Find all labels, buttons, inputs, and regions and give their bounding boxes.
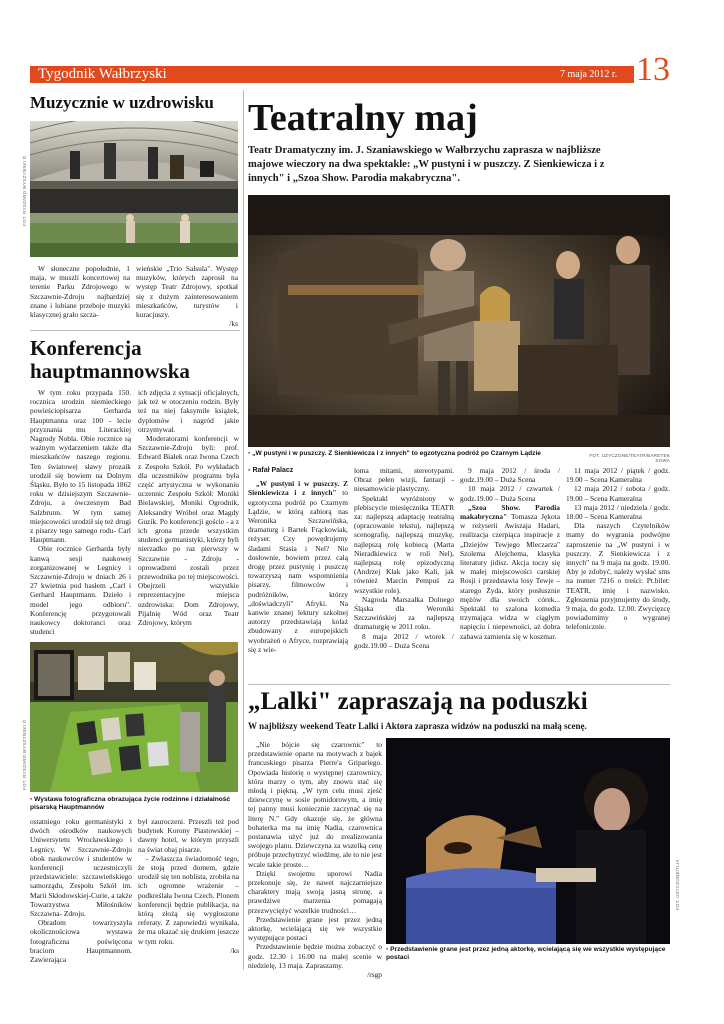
column-divider bbox=[243, 90, 244, 970]
article-headline-muzycznie: Muzycznie w uzdrowisku bbox=[30, 93, 214, 112]
divider bbox=[248, 684, 670, 685]
page-number: 13 bbox=[636, 51, 670, 88]
article-headline-konferencja: Konferencja hauptmannowska bbox=[30, 336, 190, 383]
theatre-photo-credit: FOT. UZYCZONE/TEATR/BARETEK SOWA bbox=[589, 453, 670, 463]
teatralny-lead: Teatr Dramatyczny im. J. Szaniawskiego w Wałbrzychu zaprasza w najbliższe majowe wieczory na dwa spektakle: „W pustyni i w puszczy. Z Sienkiewicza i z innych" i „Szoa Show. Parodia makabryczna". bbox=[248, 145, 605, 184]
konferencja-col2: ich zdjęcia z sytuacji oficjalnych, jak też w otoczeniu rodzin. Były też na niej faksymile książek, dyplomów i nagród jakie otrzymywał. Moderatorami konferencji w Szczawnie-Zdroju byli: prof. Edward Białek oraz Iwona Czech z Zespołu Szkół. Po wykładach dla uczestników programu była część artystyczna w wykonaniu uczennic Zespołu Szkół: Moniki Bielawskiej, Moniki Ogrodnik, Aleksandry Wróbel oraz Magdy Guzik. Po konferencji goście - a z ich grona przede wszystkim studenci germanistyki, którzy byli nierzadko po raz pierwszy w Szczawnie - Zdroju - oprowadzeni zostali przez przewodnika po tej miejscowości. Obejrzeli wszystkie reprezentacyjne miejsca uzdrowiska: Dom Zdrojowy, Pijalnię Wód oraz Teatr Zdrojowy, którym bbox=[138, 388, 239, 628]
photo-credit: FOT. RYSZARD WYSZYŃSKI © bbox=[22, 719, 27, 790]
exhibition-photo bbox=[30, 642, 238, 792]
teatralny-col3: 9 maja 2012 / środa / godz.19.00 – Duża Scena 10 maja 2012 / czwartek / godz.19.00 – Duża Scena „Szoa Show. Parodia makabryczna" Tomasza Jękota w reżyserii Awiszaja Hadari, realizacja czerpiąca inspiracje z „Dziejów Tewjego Mleczarza" Szolema Alejchema, klasyka literatury jidisz. Akcja toczy się w małej miejscowości carskiej Rosji i przedstawia losy Tewje – starego Żyda, który posłusznie mężów dla swoich córek... Spektakl to szalona komedia trzymająca widza w ciągłym napięciu i niepewności, aż dobra zabawa zamienia się w koszmar. bbox=[460, 466, 561, 641]
article-headline-lalki: „Lalki" zapraszają na poduszki bbox=[248, 688, 588, 715]
konferencja-col1: W tym roku przypada 150. rocznica urodzin niemieckiego powieściopisarza Gerharda Hauptmanna oraz 100 - lecie przyznania mu Literackiej Nagrody Nobla. Obie rocznice są ważnym wydarzeniem także dla mieszkańców naszego regionu. Ten światowej sławy prozaik urodził się bowiem na Dolnym Śląsku. Było to 15 listopada 1862 roku w dzisiejszym Szczawnie-Zdroju, a ówczesnym Bad Salzbrunn. W tym samej miejscowości urodził się też drugi z pisarzy tego samego rodu- Carl Hauptmann. Obie rocznice Gerharda były kanwą sesji naukowej zorganizowanej w Legnicy i Szczawnie-Zdroju w dniach 26 i 27 kwietnia pod hasłem „Carl i Gerhard Hauptmann. Dzieło i model jego odbioru". Konferencję przygotowali naukowcy doktoranci oraz studenci bbox=[30, 388, 131, 637]
teatralny-col2: loma mitami, stereotypami. Obraz pełen wizji, fantazji - niesamowicie plastyczny. Spektakl wyróżniony w plebiscycie miesięcznika TEATR za: najlepszą adaptację teatralną (opracowanie tekstu), najlepszą scenografię, najlepszą muzykę, najlepszą rolę kobiecą (Marta Nieradkiewicz w roli Nel), najlepszą rolę epizodyczną (Andrzej Kłak jako Kali, jak również Marcin Pempuś za wszystkie role). Nagroda Marszałka Dolnego Śląska dla Weroniki Szczawińskiej za najlepszą dramaturgię w 2011 roku. 8 maja 2012 / wtorek / godz.19.00 – Duża Scena bbox=[354, 466, 454, 650]
theatre-photo-caption: ▪ „W pustyni i w puszczy. Z Sienkiewicza i z innych" to egzotyczna podróż po Czarnym Lądzie bbox=[248, 450, 541, 457]
puppet-photo-caption: ▪ Przedstawienie grane jest przez jedną aktorkę, wcielającą się we wszystkie występujące postaci bbox=[386, 946, 666, 961]
lalki-lead: W najbliższy weekend Teatr Lalki i Aktora zaprasza widzów na poduszki na małą scenę. bbox=[248, 721, 587, 731]
teatralny-col1: ▪ Rafał Palacz „W pustyni i w puszczy. Z Sienkiewicza i z innych" to egzotyczna podróż po Czarnym Lądzie, w którą zabiorą nas Weronika Szczawińska, dramaturg i Bartek Frąckowiak, reżyser. Czy powędrujemy śladami Stasia i Nel? Nie dosłownie, bowiem przez całą drogę przez pustynię i puszczę towarzyszą nam wspomnienia pisarzy, filmowców i podróżników, którzy „doświadczyli" Afryki. Na kanwie znanej lektury szkolnej autorzy przedstawiają kolaż zbudowany z europejskich wyobrażeń o Afryce, rozprawiają się z wie- bbox=[248, 467, 348, 654]
konferencja-col1-bottom: ostatniego roku germanistyki z dwóch ośrodków naukowych Uniwersytetu Wrocławskiego i Legnicy. W Szczawnie-Zdroju obok naukowców i studentów w konferencji uczestniczyli przedstawiciele: szczawieńskiego samorządu, Zespołu Szkół im. Marii Skłodowskiej-Curie, a także Towarzystwa Miłośników Szczawna- Zdroju. Obradom towarzyszyła okolicznościowa wystawa fotograficzna poświęcona braciom Hauptmannom. Zawierająca bbox=[30, 817, 132, 965]
puppet-photo bbox=[386, 738, 670, 944]
teatralny-col4: 11 maja 2012 / piątek / godz. 19.00 – Scena Kameralna 12 maja 2012 / sobota / godz. 19.00 – Scena Kameralna 13 maja 2012 / niedziela / godz. 18.00 – Scena Kameralna Dla naszych Czytelników mamy do wygrania podwójne zaproszenie na „W pustyni i w puszczy. Z Sienkiewicza i z innych" na 9 maja na godz. 19.00. Aby je zdobyć, należy wysłać sms na numer 7216 o treści: Pt.bilet: TEATR, imię i nazwisko. Zgłoszenia przyjmujemy do środy, 9 maja, do godz. 12.00. Zwycięzcę powiadomimy o wygranej telefonicznie. bbox=[566, 466, 670, 632]
theatre-photo bbox=[248, 195, 670, 447]
article-headline-teatralny: Teatralny maj bbox=[248, 97, 478, 139]
lalki-text: „Nie bójcie się czarownic" to przedstawienie oparte na motywach z bajek francuskiego pisarza Pierre'a Gripariego. Opowiada historię o występnej czarownicy, która marzy o tym, aby znowu stać się młodą i piękną. „W tym celu musi zjeść dziewczynę w sosie pomidorowym, a imię tej panny musi koniecznie zaczynać się na literę N." Gdy okazuje się, że główna bohaterka ma na imię Nadia, czarownica postanawia użyć już do zrealizowania swojego planu. Dziewczyna za wszelką cenę próbuje przechytrzyć wiedźmę, ale to nie jest wcale takie proste… Dzięki swojemu uporowi Nadia przekonuje się, że nawet najczarniejsze charaktery mają swoją jasną stronę, a prawdziwe marzenia pomagają przezwyciężyć wszelkie trudności… Przedstawienie grane jest przez jedną aktorkę, wcielającą się we wszystkie występujące postaci Przedstawienie będzie można zobaczyć o godz. 12.30 i 16.00 na małej scenie w niedzielę, 13 maja. Zapraszamy. /rsgp bbox=[248, 740, 382, 980]
muzycznie-col1: W słoneczne popołudnie, 1 maja, w muszli koncertowej na terenie Parku Zdrojowego w Szczawnie-Zdroju najbardziej znane i lubiane przeboje muzyki klasycznej grało szcza- bbox=[30, 264, 130, 320]
paper-name: Tygodnik Wałbrzyski bbox=[38, 66, 167, 82]
puppet-photo-credit: FOT. UZYCZONE/TLIA bbox=[675, 859, 680, 910]
divider bbox=[30, 330, 240, 331]
konferencja-col2-bottom: był zauroczeni. Przeszli też pod budynek Korony Piastowskiej – dawny hotel, w którym przyszli na świat obaj pisarze. - Zwłaszcza świadomość tego, że stoją przed domem, gdzie urodził się ten noblista, zrobiła na ich ogromne wrażenie – podkreślała Iwona Czech. Plonem konferencji będzie publikacja, na którą złożą się wygłoszone referaty. Z zapowiedzi wynikała, że ma ukazać się drukiem jeszcze w tym roku. /ks bbox=[138, 817, 239, 955]
concert-photo bbox=[30, 121, 238, 257]
issue-date: 7 maja 2012 r. bbox=[560, 69, 618, 80]
muzycznie-col2: wieńskie „Trio Salsula". Występ muzyków, których zaprosił na występ Teatr Zdrojowy, spotkał się z dużym zainteresowaniem mieszkańców, turystów i kuracjuszy. /ks bbox=[136, 264, 238, 329]
exhibition-photo-caption: ▪ Wystawa fotograficzna obrazująca życie rodzinne i działalność pisarską Hauptmannów bbox=[30, 796, 231, 811]
photo-credit: FOT. RYSZARD WYSZYŃSKI © bbox=[22, 155, 27, 226]
